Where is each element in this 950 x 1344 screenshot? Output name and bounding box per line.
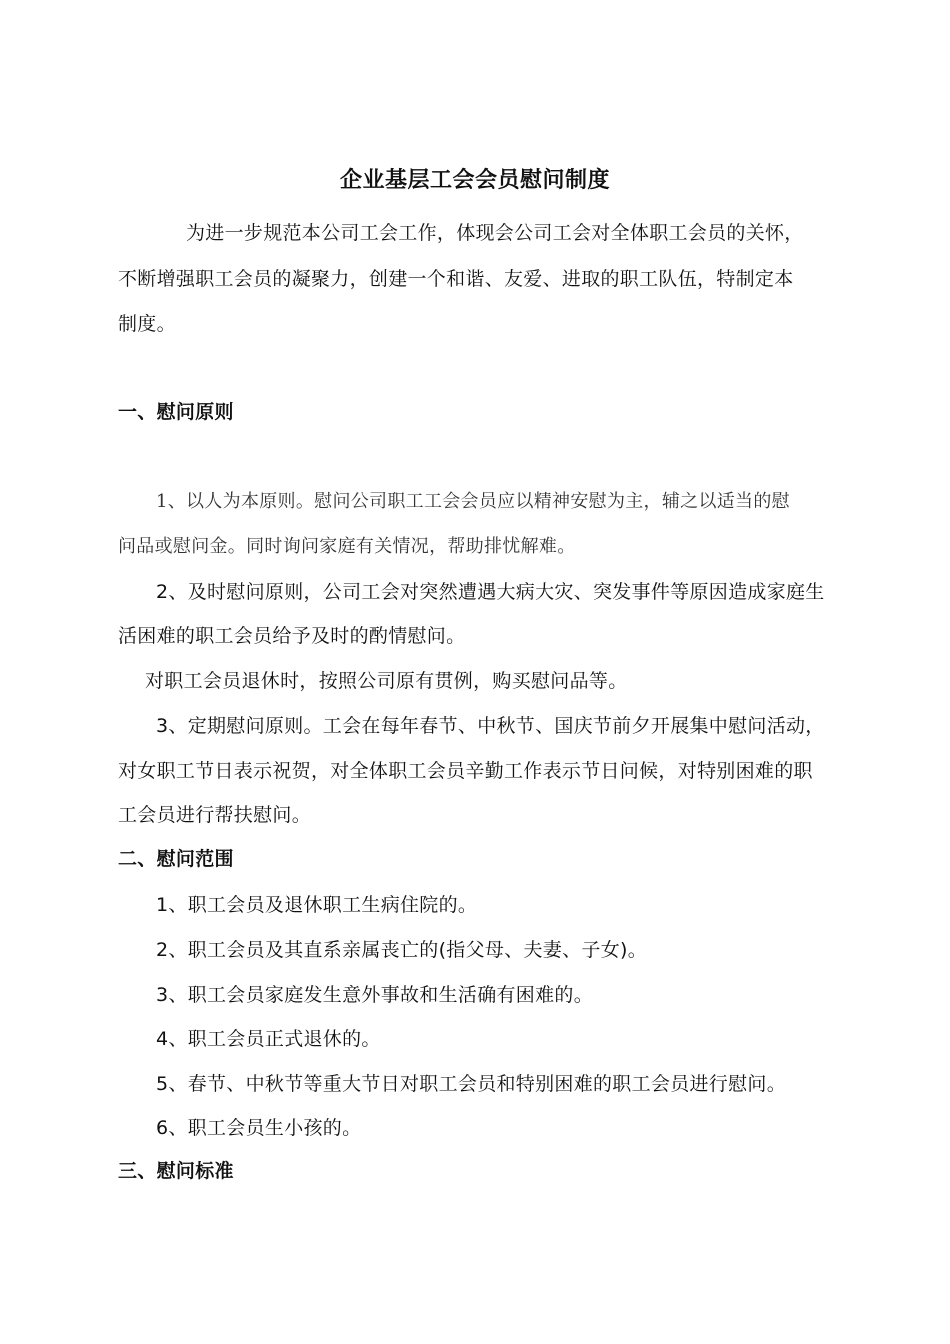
scope-item: 6、职工会员生小孩的。 — [156, 1117, 362, 1139]
scope-item: 5、春节、中秋节等重大节日对职工会员和特别困难的职工会员进行慰问。 — [156, 1073, 786, 1095]
retirement-note: 对职工会员退休时，按照公司原有贯例，购买慰问品等。 — [145, 670, 628, 692]
section-heading-scope: 二、慰问范围 — [118, 848, 234, 870]
principle-3-line-3: 工会员进行帮扶慰问。 — [118, 804, 312, 826]
section-heading-principles: 一、慰问原则 — [118, 401, 234, 423]
scope-item: 3、职工会员家庭发生意外事故和生活确有困难的。 — [156, 984, 593, 1006]
principle-2-line-1: 2、及时慰问原则，公司工会对突然遭遇大病大灾、突发事件等原因造成家庭生 — [156, 581, 825, 603]
scope-item: 1、职工会员及退休职工生病住院的。 — [156, 894, 478, 916]
principle-1-line-1: 1、以人为本原则。慰问公司职工工会会员应以精神安慰为主，辅之以适当的慰 — [156, 491, 790, 512]
scope-item: 4、职工会员正式退休的。 — [156, 1028, 381, 1050]
principle-1-line-2: 问品或慰问金。同时询问家庭有关情况，帮助排忧解难。 — [118, 536, 576, 557]
document-title: 企业基层工会会员慰问制度 — [339, 168, 610, 193]
principle-3-line-2: 对女职工节日表示祝贺，对全体职工会员辛勤工作表示节日问候，对特别困难的职 — [118, 760, 813, 782]
principle-3-line-1: 3、定期慰问原则。工会在每年春节、中秋节、国庆节前夕开展集中慰问活动， — [156, 715, 825, 737]
intro-line-1: 为进一步规范本公司工会工作，体现会公司工会对全体职工会员的关怀， — [186, 222, 804, 244]
scope-item: 2、职工会员及其直系亲属丧亡的(指父母、夫妻、子女)。 — [156, 939, 648, 961]
principle-2-line-2: 活困难的职工会员给予及时的酌情慰问。 — [118, 625, 466, 647]
intro-line-2: 不断增强职工会员的凝聚力，创建一个和谐、友爱、进取的职工队伍，特制定本 — [118, 268, 794, 290]
section-heading-standards: 三、慰问标准 — [118, 1160, 234, 1182]
intro-line-3: 制度。 — [118, 313, 176, 335]
